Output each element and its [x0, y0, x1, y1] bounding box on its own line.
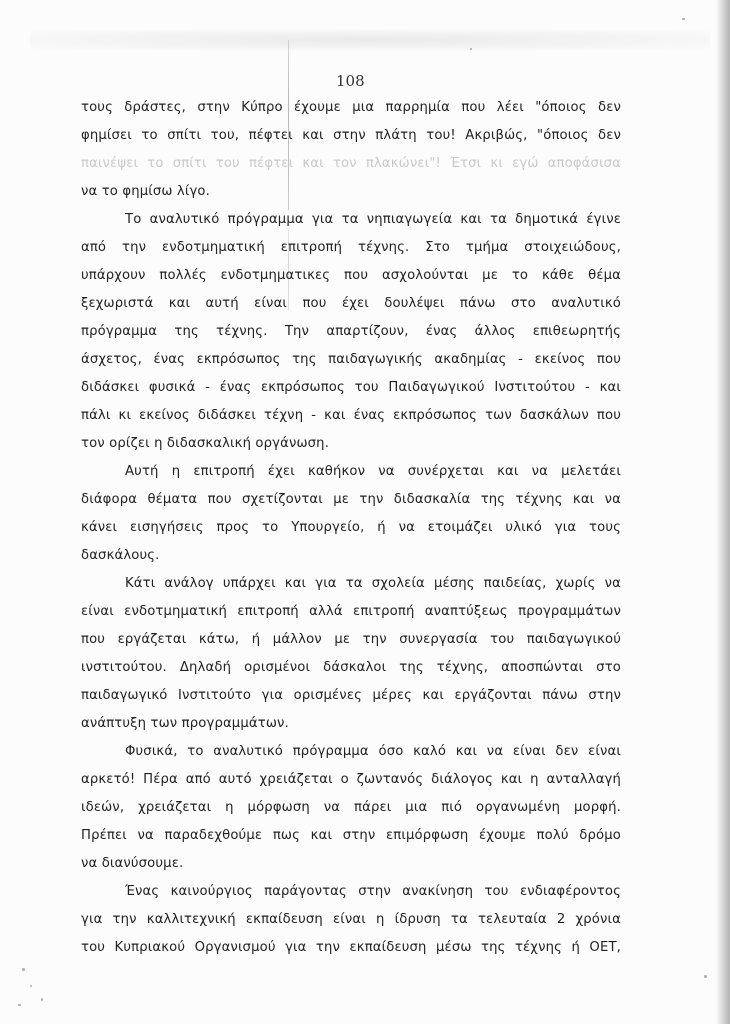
text-line: παιδαγωγικό Ινστιτούτο για ορισμένες μέρες και εργάζονται πάνω στην	[81, 688, 621, 703]
text-line: του Κυπριακού Οργανισμού για την εκπαίδευση μέσω της τέχνης ή ΟΕΤ,	[81, 940, 621, 955]
text-line: κάνει εισηγήσεις προς το Υπουργείο, ή να ετοιμάζει υλικό για τους	[81, 520, 621, 535]
scan-speckle	[22, 968, 25, 971]
text-line: ξεχωριστά και αυτή είναι που έχει δουλέψει πάνω στο αναλυτικό	[81, 296, 621, 311]
page-number: 108	[336, 72, 365, 90]
text-line: να το φημίσω λίγο.	[81, 184, 210, 199]
text-line: είναι ενδοτμηματική επιτροπή αλλά επιτροπή αναπτύξεως προγραμμάτων	[81, 604, 621, 619]
text-line: άσχετος, ένας εκπρόσωπος της παιδαγωγικής ακαδημίας - εκείνος που	[81, 352, 621, 367]
text-line: ιδεών, χρειάζεται η μόρφωση να πάρει μια πιό οργανωμένη μορφή.	[81, 800, 621, 815]
scan-speckle	[682, 18, 685, 20]
text-line: διδάσκει φυσικά - ένας εκπρόσωπος του Παιδαγωγικού Ινστιτούτου - και	[81, 380, 621, 395]
text-line: πάλι κι εκείνος διδάσκει τέχνη - και ένας εκπρόσωπος των δασκάλων που	[81, 408, 621, 423]
text-line: Το αναλυτικό πρόγραμμα για τα νηπιαγωγεία και τα δημοτικά έγινε	[125, 212, 621, 227]
text-line-faded: παινέψει το σπίτι του πέφτει και τον πλακώνει"! Έτσι κι εγώ αποφάσισα	[81, 156, 621, 171]
text-line: ανάπτυξη των προγραμμάτων.	[81, 716, 289, 731]
paragraph-6	[81, 878, 621, 962]
text-line: πρόγραμμα της τέχνης. Την απαρτίζουν, ένας άλλος επιθεωρητής	[81, 324, 621, 339]
text-line: που εργάζεται κάτω, ή μάλλον με την συνεργασία του παιδαγωγικού	[81, 632, 621, 647]
paragraph-5	[81, 738, 621, 878]
scan-edge-shadow	[716, 0, 730, 1024]
text-line: διάφορα θέματα που σχετίζονται με την διδασκαλία της τέχνης και να	[81, 492, 621, 507]
scan-speckle	[30, 985, 32, 987]
text-line: Κάτι ανάλογ υπάρχει και για τα σχολεία μέσης παιδείας, χωρίς να	[125, 576, 621, 591]
body-text	[81, 94, 621, 962]
paragraph-3	[81, 458, 621, 570]
text-line: για την καλλιτεχνική εκπαίδευση είναι η ίδρυση τα τελευταία 2 χρόνια	[81, 912, 621, 927]
text-line: Αυτή η επιτροπή έχει καθήκον να συνέρχεται και να μελετάει	[125, 464, 621, 479]
text-line: υπάρχουν πολλές ενδοτμηματικες που ασχολούνται με το κάθε θέμα	[81, 268, 621, 283]
text-line: Πρέπει να παραδεχθούμε πως και στην επιμόρφωση έχουμε πολύ δρόμο	[81, 828, 621, 843]
paragraph-1	[81, 94, 621, 206]
text-line: τον ορίζει η διδασκαλική οργάνωση.	[81, 436, 330, 451]
text-line: ινστιτούτου. Δηλαδή ορισμένοι δάσκαλοι της τέχνης, αποσπώνται στο	[81, 660, 621, 675]
scan-speckle	[470, 48, 472, 50]
text-line: φημίσει το σπίτι του, πέφτει και στην πλάτη του! Ακριβώς, "όποιος δεν	[81, 128, 621, 143]
text-line: Φυσικά, το αναλυτικό πρόγραμμα όσο καλό και να είναι δεν είναι	[125, 744, 621, 759]
text-line: τους δράστες, στην Κύπρο έχουμε μια παρρημία που λέει "όποιος δεν	[81, 100, 621, 115]
scan-speckle	[704, 975, 707, 978]
scan-speckle	[41, 998, 43, 1001]
scan-smudge	[30, 30, 710, 50]
paragraph-4	[81, 570, 621, 738]
paragraph-2	[81, 206, 621, 458]
text-line: από την ενδοτμηματική επιτροπή τέχνης. Στο τμήμα στοιχειώδους,	[81, 240, 621, 255]
text-line: αρκετό! Πέρα από αυτό χρειάζεται ο ζωντανός διάλογος και η ανταλλαγή	[81, 772, 621, 787]
text-line: δασκάλους.	[81, 548, 160, 563]
scan-speckle	[18, 1004, 21, 1006]
text-line: Ένας καινούργιος παράγοντας στην ανακίνηση του ενδιαφέροντος	[125, 884, 621, 899]
text-line: να διανύσουμε.	[81, 856, 184, 871]
